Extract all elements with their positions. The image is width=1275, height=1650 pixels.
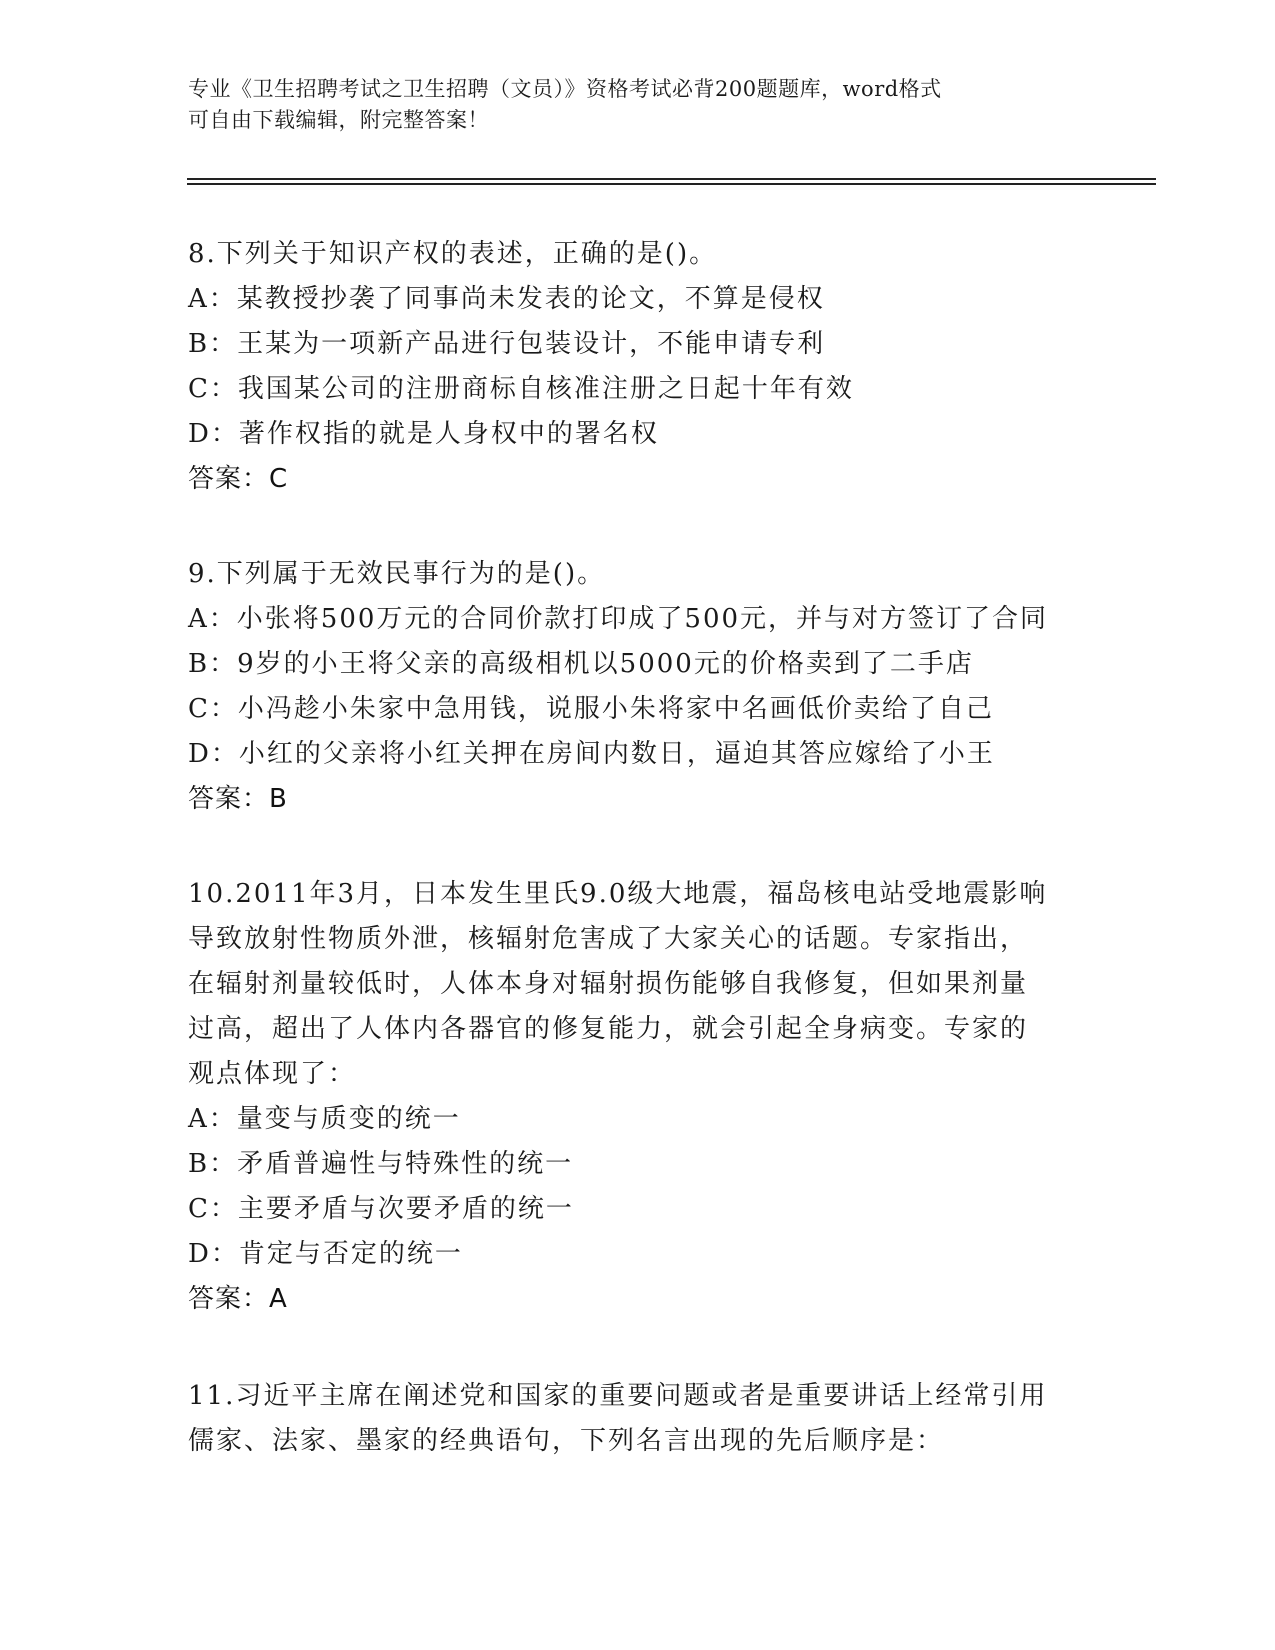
question-stem: 9.下列属于无效民事行为的是()。 bbox=[188, 559, 606, 589]
option-d: D：肯定与否定的统一 bbox=[188, 1239, 463, 1269]
header-divider-bottom bbox=[187, 183, 1156, 185]
option-a: A：小张将500万元的合同价款打印成了500元，并与对方签订了合同 bbox=[188, 604, 1049, 634]
option-a: A：量变与质变的统一 bbox=[188, 1104, 461, 1134]
option-a: A：某教授抄袭了同事尚未发表的论文，不算是侵权 bbox=[188, 284, 825, 314]
header-line-2: 可自由下载编辑，附完整答案！ bbox=[188, 108, 489, 132]
option-d: D：著作权指的就是人身权中的署名权 bbox=[188, 419, 659, 449]
question-10 bbox=[188, 872, 1088, 1322]
question-stem-line-1: 10.2011年3月，日本发生里氏9.0级大地震，福岛核电站受地震影响 bbox=[188, 879, 1048, 909]
question-stem-line-3: 在辐射剂量较低时，人体本身对辐射损伤能够自我修复，但如果剂量 bbox=[188, 969, 1029, 999]
header-line-1: 专业《卫生招聘考试之卫生招聘（文员）》资格考试必背200题题库，word格式 bbox=[188, 77, 942, 101]
answer-label: 答案：B bbox=[188, 784, 288, 814]
option-c: C：小冯趁小朱家中急用钱，说服小朱将家中名画低价卖给了自己 bbox=[188, 694, 994, 724]
question-stem-line-2: 导致放射性物质外泄，核辐射危害成了大家关心的话题。专家指出， bbox=[188, 924, 1029, 954]
question-stem-line-2: 儒家、法家、墨家的经典语句，下列名言出现的先后顺序是： bbox=[188, 1426, 945, 1456]
question-stem-line-1: 11.习近平主席在阐述党和国家的重要问题或者是重要讲话上经常引用 bbox=[188, 1381, 1048, 1411]
question-8 bbox=[188, 232, 1088, 502]
option-c: C：我国某公司的注册商标自核准注册之日起十年有效 bbox=[188, 374, 854, 404]
option-c: C：主要矛盾与次要矛盾的统一 bbox=[188, 1194, 574, 1224]
option-b: B：王某为一项新产品进行包装设计，不能申请专利 bbox=[188, 329, 826, 359]
document-header bbox=[188, 74, 1088, 136]
option-d: D：小红的父亲将小红关押在房间内数日，逼迫其答应嫁给了小王 bbox=[188, 739, 995, 769]
question-stem-line-4: 过高，超出了人体内各器官的修复能力，就会引起全身病变。专家的 bbox=[188, 1014, 1029, 1044]
header-divider-top bbox=[187, 178, 1156, 180]
answer-label: 答案：C bbox=[188, 464, 289, 494]
question-stem-line-5: 观点体现了： bbox=[188, 1059, 357, 1089]
question-stem: 8.下列关于知识产权的表述，正确的是()。 bbox=[188, 239, 718, 269]
question-9 bbox=[188, 552, 1088, 822]
option-b: B：矛盾普遍性与特殊性的统一 bbox=[188, 1149, 574, 1179]
option-b: B：9岁的小王将父亲的高级相机以5000元的价格卖到了二手店 bbox=[188, 649, 974, 679]
question-11 bbox=[188, 1374, 1088, 1464]
answer-label: 答案：A bbox=[188, 1284, 288, 1314]
